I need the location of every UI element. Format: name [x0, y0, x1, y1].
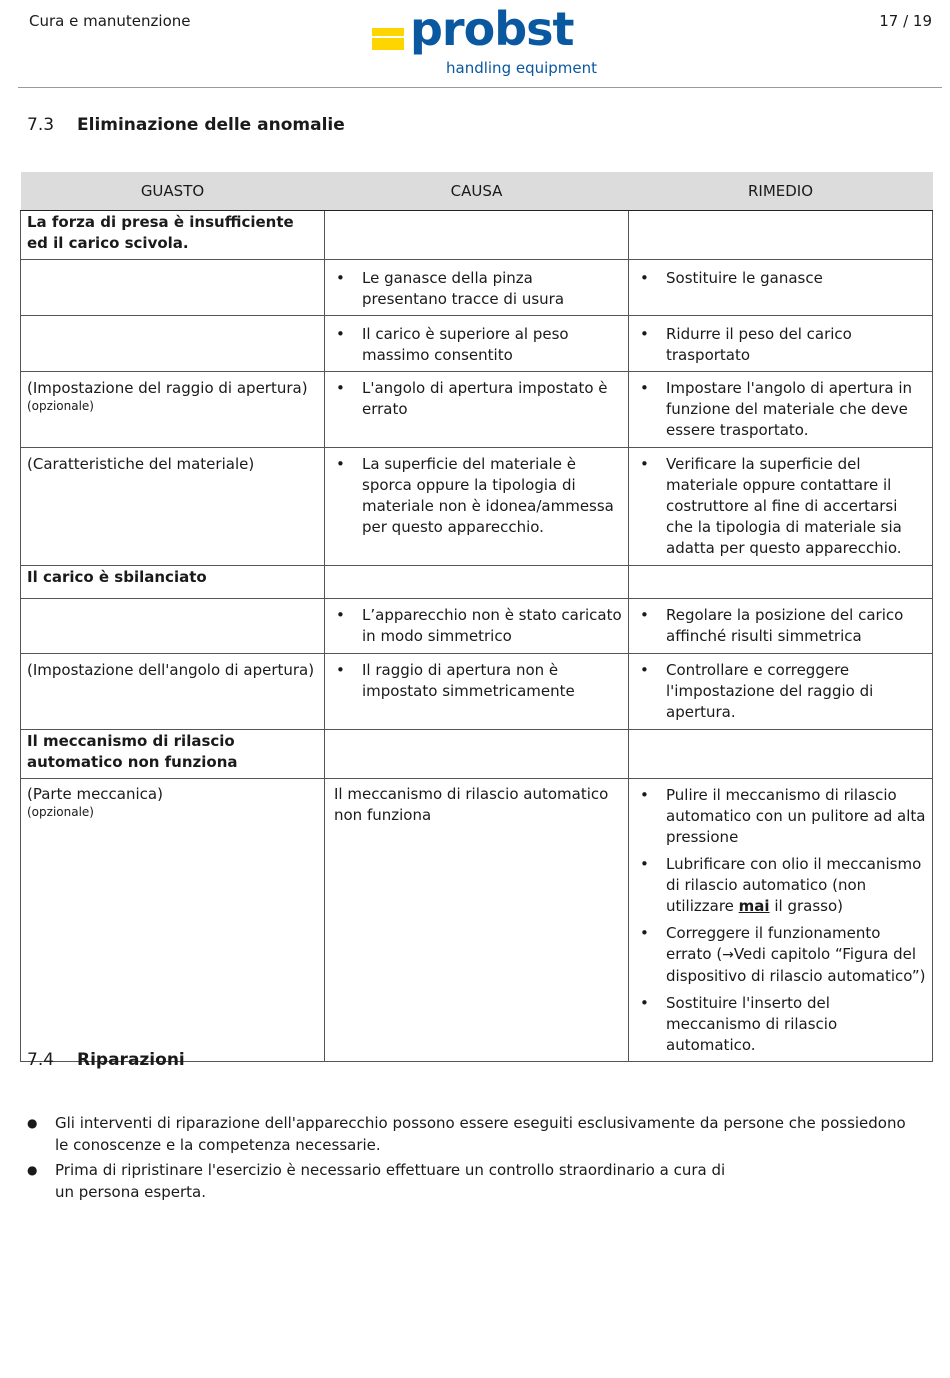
rimedio-item: • Pulire il meccanismo di rilascio automatico con un pulitore ad alta pressione	[635, 785, 926, 848]
causa-item: • La superficie del materiale è sporca oppure la tipologia di materiale non è idonea/ammessa per questo apparecchio.	[331, 454, 622, 538]
section-heading-7-4	[27, 1050, 185, 1070]
rimedio-text: Vedi capitolo “Figura del dispositivo di rilascio automatico”)	[666, 945, 926, 985]
rimedio-cell	[629, 316, 933, 372]
causa-item: • Le ganasce della pinza presentano tracce di usura	[331, 268, 622, 310]
rimedio-item: • Controllare e correggere l'impostazione del raggio di apertura.	[635, 660, 926, 723]
rimedio-cell	[629, 654, 933, 730]
causa-item: • Il carico è superiore al peso massimo consentito	[331, 324, 622, 366]
emphasis-never: mai	[738, 897, 770, 915]
guasto-cell	[21, 599, 325, 654]
column-header-rimedio: RIMEDIO	[629, 172, 933, 211]
guasto-label: (Parte meccanica)	[27, 785, 163, 803]
rimedio-item: • Ridurre il peso del carico trasportato	[635, 324, 926, 366]
causa-cell	[325, 448, 629, 566]
section-title: Riparazioni	[77, 1050, 185, 1070]
causa-cell: Il meccanismo di rilascio automatico non funziona	[325, 779, 629, 1062]
table-header-row	[21, 172, 933, 211]
rimedio-item: • Verificare la superficie del materiale oppure contattare il costruttore al fine di accertarsi che la tipologia di materiale sia adatta per questo apparecchio.	[635, 454, 926, 559]
section-title: Eliminazione delle anomalie	[77, 115, 345, 135]
logo-wordmark: probst	[410, 2, 574, 56]
causa-item: • L’apparecchio non è stato caricato in modo simmetrico	[331, 605, 622, 647]
guasto-cell: Il meccanismo di rilascio automatico non funziona	[21, 730, 325, 779]
logo-yellow-bar	[372, 28, 404, 36]
guasto-cell: (Caratteristiche del materiale)	[21, 448, 325, 566]
rimedio-item: • Sostituire l'inserto del meccanismo di rilascio automatico.	[635, 993, 926, 1056]
table-row	[21, 654, 933, 730]
causa-item: • L'angolo di apertura impostato è errato	[331, 378, 622, 420]
page-number: 17 / 19	[879, 12, 932, 30]
causa-cell	[325, 599, 629, 654]
causa-cell	[325, 211, 629, 260]
rimedio-cell	[629, 448, 933, 566]
optional-note: (opzionale)	[27, 399, 94, 413]
causa-cell	[325, 730, 629, 779]
rimedio-text: Correggere il funzionamento errato (	[666, 924, 881, 963]
logo-yellow-block	[372, 38, 404, 50]
table-row	[21, 730, 933, 779]
rimedio-cell	[629, 779, 933, 1062]
probst-logo	[372, 2, 602, 80]
header-divider	[18, 87, 942, 88]
causa-cell	[325, 260, 629, 316]
guasto-cell	[21, 372, 325, 448]
column-header-causa: CAUSA	[325, 172, 629, 211]
rimedio-item: • Regolare la posizione del carico affinché risulti simmetrica	[635, 605, 926, 647]
section-number: 7.3	[27, 115, 55, 135]
rimedio-item	[635, 854, 926, 917]
table-row	[21, 566, 933, 599]
rimedio-item	[635, 923, 926, 987]
rimedio-cell	[629, 211, 933, 260]
rimedio-cell	[629, 599, 933, 654]
table-row	[21, 260, 933, 316]
table-row	[21, 211, 933, 260]
guasto-label: (Impostazione del raggio di apertura)	[27, 379, 308, 397]
causa-cell	[325, 316, 629, 372]
guasto-cell	[21, 260, 325, 316]
table-row	[21, 779, 933, 1062]
section-heading-7-3	[27, 115, 345, 135]
table-row	[21, 599, 933, 654]
guasto-cell: Il carico è sbilanciato	[21, 566, 325, 599]
section-number: 7.4	[27, 1050, 55, 1070]
table-row	[21, 372, 933, 448]
table-row	[21, 316, 933, 372]
rimedio-cell	[629, 260, 933, 316]
running-header-title: Cura e manutenzione	[29, 12, 191, 30]
list-item: ● Prima di ripristinare l'esercizio è necessario effettuare un controllo straordinario a cura di un persona esperta.	[27, 1159, 735, 1203]
causa-cell	[325, 566, 629, 599]
rimedio-item: • Sostituire le ganasce	[635, 268, 926, 289]
column-header-guasto: GUASTO	[21, 172, 325, 211]
causa-cell	[325, 372, 629, 448]
repairs-list	[27, 1112, 907, 1206]
rimedio-text: il grasso)	[769, 897, 843, 915]
rimedio-cell	[629, 730, 933, 779]
guasto-cell: (Impostazione dell'angolo di apertura)	[21, 654, 325, 730]
troubleshooting-table	[20, 172, 933, 1062]
rimedio-cell	[629, 566, 933, 599]
guasto-cell	[21, 779, 325, 1062]
causa-item: • Il raggio di apertura non è impostato simmetricamente	[331, 660, 622, 702]
rimedio-cell	[629, 372, 933, 448]
optional-note: (opzionale)	[27, 805, 94, 819]
guasto-cell	[21, 316, 325, 372]
causa-cell	[325, 654, 629, 730]
guasto-cell: La forza di presa è insufficiente ed il carico scivola.	[21, 211, 325, 260]
rimedio-item: • Impostare l'angolo di apertura in funzione del materiale che deve essere trasportato.	[635, 378, 926, 441]
table-row	[21, 448, 933, 566]
list-item: ● Gli interventi di riparazione dell'apparecchio possono essere eseguiti esclusivamente da persone che possiedono le conoscenze e la competenza necessarie.	[27, 1112, 907, 1156]
rimedio-text: Lubrificare con olio il meccanismo di rilascio automatico (non utilizzare	[666, 855, 922, 915]
arrow-right-icon: →	[722, 947, 734, 963]
logo-subtitle: handling equipment	[446, 59, 598, 77]
